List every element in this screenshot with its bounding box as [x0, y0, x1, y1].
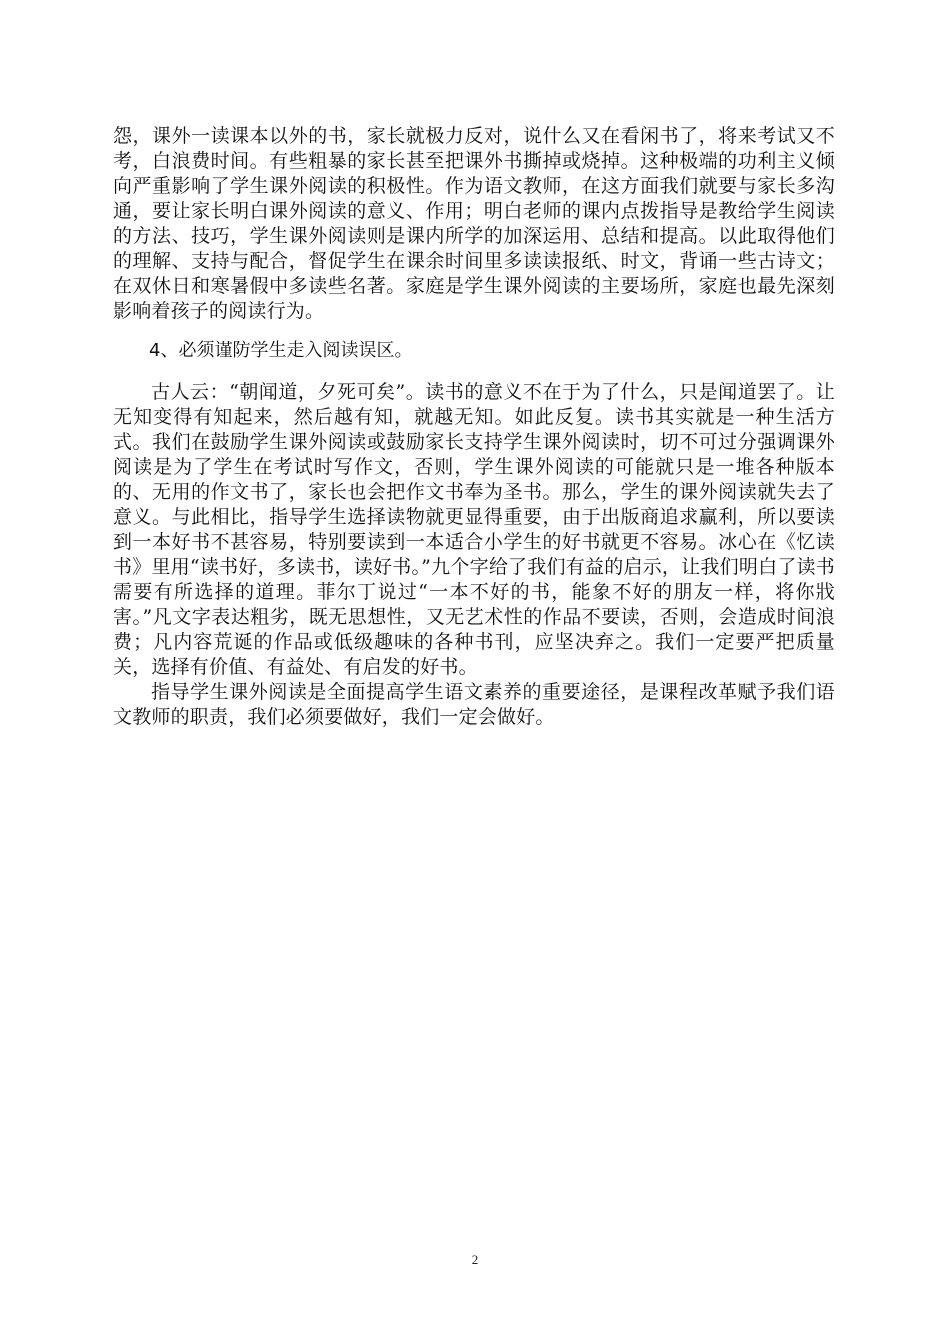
paragraph-parent-communication: 怨，课外一读课本以外的书，家长就极力反对，说什么又在看闲书了，将来考试又不考，白浪费时间。有些粗暴的家长甚至把课外书撕掉或烧掉。这种极端的功利主义倾向严重影响了学生课外阅读的积极性。作为语文教师，在这方面我们就要与家长多沟通，要让家长明白课外阅读的意义、作用；明白老师的课内点拨指导是教给学生阅读的方法、技巧，学生课外阅读则是课内所学的加深运用、总结和提高。以此取得他们的理解、支持与配合，督促学生在课余时间里多读读报纸、时文，背诵一些古诗文；在双休日和寒暑假中多读些名著。家庭是学生课外阅读的主要场所，家庭也最先深刻影响着孩子的阅读行为。	[113, 125, 835, 322]
page-number: 2	[471, 1252, 479, 1267]
paragraph-conclusion: 指导学生课外阅读是全面提高学生语文素养的重要途径，是课程改革赋予我们语文教师的职责，我们必须要做好，我们一定会做好。	[113, 681, 835, 728]
document-body	[113, 124, 835, 730]
section-heading: 4、必须谨防学生走入阅读误区。	[149, 340, 413, 361]
paragraph-reading-misconceptions: 古人云：“朝闻道，夕死可矣”。读书的意义不在于为了什么，只是闻道罢了。让无知变得有知起来，然后越有知，就越无知。如此反复。读书其实就是一种生活方式。我们在鼓励学生课外阅读或鼓励家长支持学生课外阅读时，切不可过分强调课外阅读是为了学生在考试时写作文，否则，学生课外阅读的可能就只是一堆各种版本的、无用的作文书了，家长也会把作文书奉为圣书。那么，学生的课外阅读就失去了意义。与此相比，指导学生选择读物就更显得重要，由于出版商追求赢利，所以要读到一本好书不甚容易，特别要读到一本适合小学生的好书就更不容易。冰心在《忆读书》里用“读书好，多读书，读好书。”九个字给了我们有益的启示，让我们明白了读书需要有所选择的道理。菲尔丁说过“一本不好的书，能象不好的朋友一样，将你戕害。”凡文字表达粗劣，既无思想性，又无艺术性的作品不要读，否则，会造成时间浪费；凡内容荒诞的作品或低级趣味的各种书刊，应坚决弃之。我们一定要严把质量关，选择有价值、有益处、有启发的好书。	[113, 381, 835, 678]
